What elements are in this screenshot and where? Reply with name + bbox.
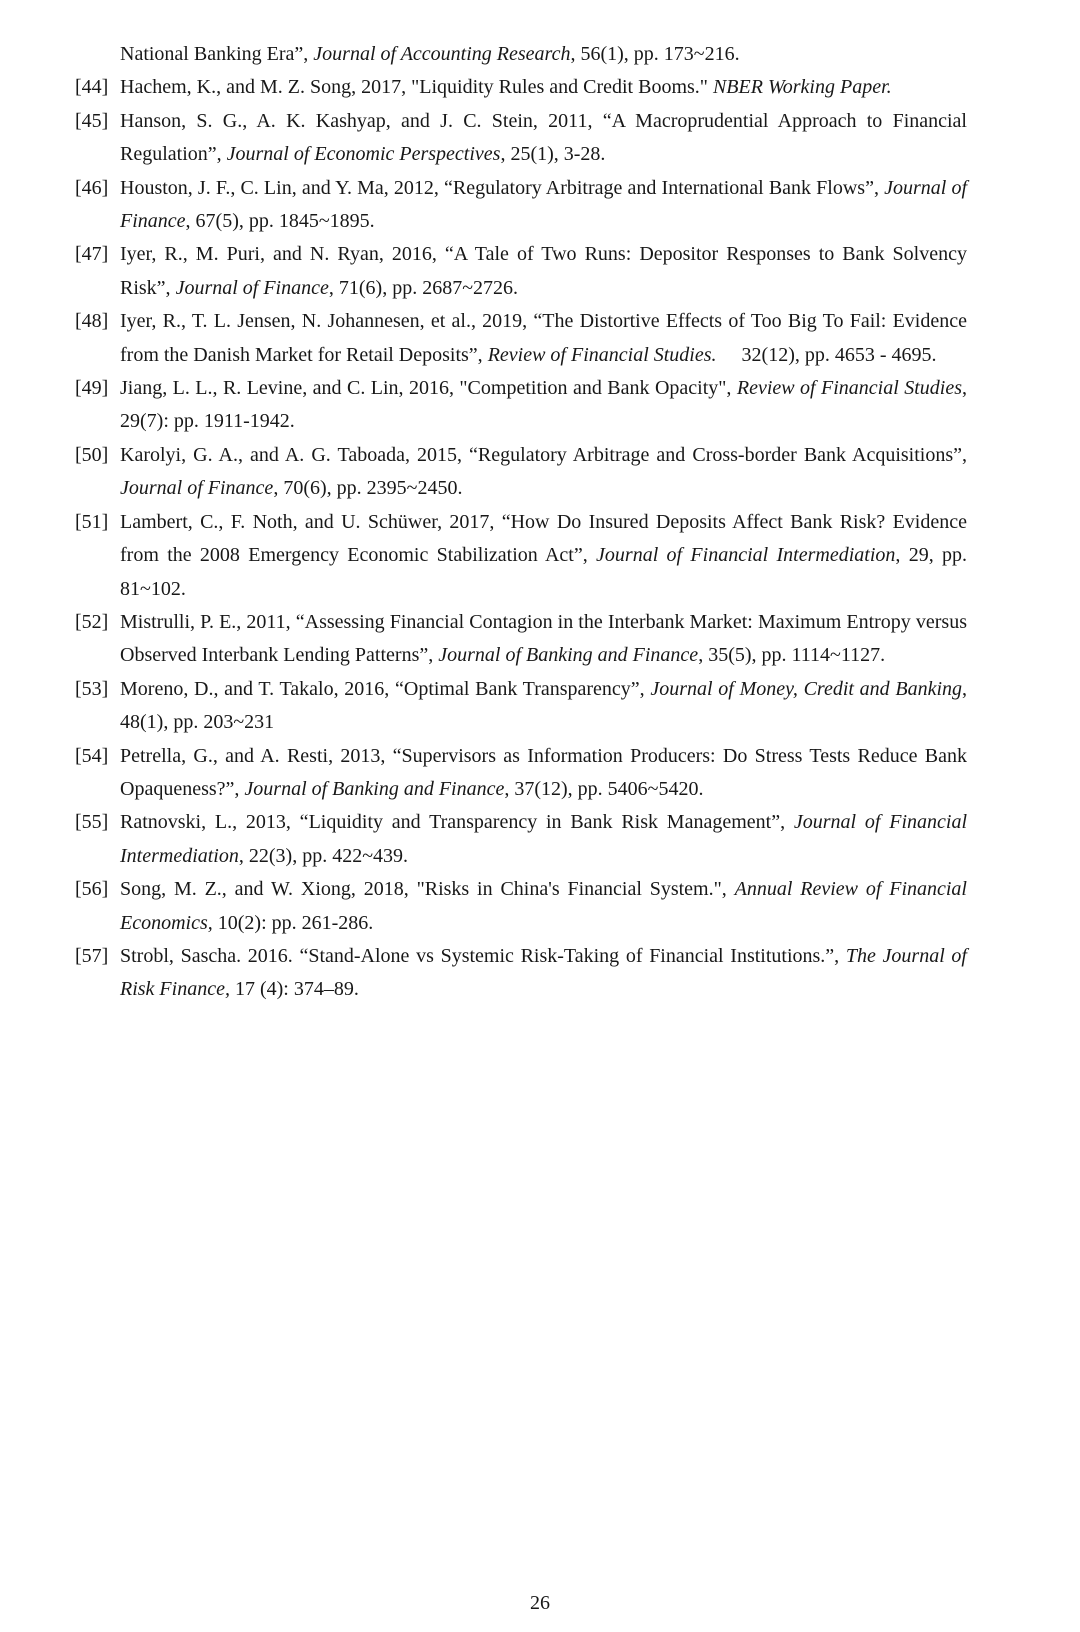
reference-label: [46] bbox=[75, 176, 109, 199]
reference-text: Moreno, D., and T. Takalo, 2016, “Optimal Bank Transparency”, bbox=[120, 677, 651, 700]
reference-text: Karolyi, G. A., and A. G. Taboada, 2015, “Regulatory Arbitrage and Cross-border Bank Acquisitions”, bbox=[120, 443, 967, 466]
reference-text: , 25(1), 3-28. bbox=[500, 143, 606, 166]
reference-text: Iyer, R., M. Puri, and N. Ryan, 2016, “A Tale of Two Runs: Depositor Responses to Bank Solvency Risk”, bbox=[120, 243, 967, 299]
reference-label: [57] bbox=[75, 944, 109, 967]
reference-text: Ratnovski, L., 2013, “Liquidity and Transparency in Bank Risk Management”, bbox=[120, 811, 794, 834]
reference-entry bbox=[75, 105, 967, 172]
reference-entry bbox=[75, 439, 967, 506]
reference-entry bbox=[75, 806, 967, 873]
reference-text: Hachem, K., and M. Z. Song, 2017, "Liquidity Rules and Credit Booms." bbox=[120, 76, 713, 99]
reference-label: [44] bbox=[75, 76, 109, 99]
journal-name: Journal of Finance bbox=[120, 176, 967, 233]
reference-text: , 22(3), pp. 422~439. bbox=[238, 844, 409, 867]
journal-name: Journal of Finance bbox=[175, 276, 329, 299]
reference-label: [50] bbox=[75, 443, 109, 466]
reference-entry bbox=[75, 673, 967, 740]
page-number: 26 bbox=[530, 1592, 550, 1614]
journal-name: Journal of Finance bbox=[120, 477, 274, 500]
reference-label: [47] bbox=[75, 243, 109, 266]
journal-name: Journal of Financial Intermediation bbox=[596, 544, 896, 567]
journal-name: Journal of Banking and Finance bbox=[438, 644, 699, 667]
journal-name: Journal of Financial Intermediation bbox=[120, 811, 967, 867]
reference-text: 17 (4): 374–89. bbox=[229, 978, 359, 1001]
reference-label: [48] bbox=[75, 310, 109, 333]
reference-text: Houston, J. F., C. Lin, and Y. Ma, 2012, “Regulatory Arbitrage and International Bank Flows”, bbox=[120, 176, 885, 199]
journal-name: Journal of Accounting Research bbox=[313, 43, 571, 65]
reference-entry bbox=[75, 172, 967, 239]
reference-entry bbox=[75, 506, 967, 606]
journal-name: Journal of Banking and Finance bbox=[244, 777, 505, 800]
reference-text: Strobl, Sascha. 2016. “Stand-Alone vs Systemic Risk-Taking of Financial Institutions.”, bbox=[120, 944, 846, 967]
reference-text: , 71(6), pp. 2687~2726. bbox=[328, 276, 519, 299]
reference-entry bbox=[75, 940, 967, 1007]
reference-text: Petrella, G., and A. Resti, 2013, “Supervisors as Information Producers: Do Stress Tests Reduce Bank Opaqueness?”, bbox=[120, 744, 967, 800]
reference-text: , 35(5), pp. 1114~1127. bbox=[698, 644, 886, 667]
reference-text: , 56(1), pp. 173~216. bbox=[570, 43, 740, 65]
reference-text: National Banking Era”, bbox=[120, 43, 314, 65]
reference-label: [49] bbox=[75, 377, 109, 400]
reference-label: [51] bbox=[75, 510, 109, 533]
references-list bbox=[75, 38, 967, 1007]
reference-text: 32(12), pp. 4653 - 4695. bbox=[716, 343, 937, 366]
reference-entry bbox=[75, 606, 967, 673]
reference-text: , 70(6), pp. 2395~2450. bbox=[273, 477, 463, 500]
reference-text: Jiang, L. L., R. Levine, and C. Lin, 2016, "Competition and Bank Opacity", bbox=[120, 377, 737, 400]
journal-name: The Journal of Risk Finance, bbox=[120, 944, 967, 1001]
journal-name: Annual Review of Financial Economics, bbox=[120, 878, 967, 934]
reference-text: Iyer, R., T. L. Jensen, N. Johannesen, et al., 2019, “The Distortive Effects of Too Big To Fail: Evidence from the Danish Market for Retail Deposits”, bbox=[120, 310, 967, 366]
reference-label: [56] bbox=[75, 878, 109, 901]
reference-label: [52] bbox=[75, 610, 109, 633]
reference-label: [45] bbox=[75, 109, 109, 132]
reference-text: , 29, pp. 81~102. bbox=[120, 544, 967, 600]
reference-text: , 29(7): pp. 1911-1942. bbox=[120, 377, 967, 433]
reference-entry bbox=[75, 71, 967, 104]
journal-name: Journal of Money, Credit and Banking bbox=[650, 677, 963, 700]
reference-label: [55] bbox=[75, 811, 109, 834]
journal-name: Review of Financial Studies. bbox=[487, 343, 717, 366]
journal-name: Review of Financial Studies bbox=[736, 377, 962, 400]
reference-entry bbox=[75, 238, 967, 305]
reference-continuation bbox=[75, 38, 967, 71]
reference-entry bbox=[75, 873, 967, 940]
journal-name: NBER Working Paper. bbox=[712, 76, 892, 99]
reference-text: , 37(12), pp. 5406~5420. bbox=[504, 777, 704, 800]
reference-entry bbox=[75, 372, 967, 439]
reference-label: [54] bbox=[75, 744, 109, 767]
reference-text: Mistrulli, P. E., 2011, “Assessing Financial Contagion in the Interbank Market: Maximum Entropy versus Observed Interbank Lending Patterns”, bbox=[120, 610, 967, 667]
reference-entry bbox=[75, 740, 967, 807]
reference-text: Lambert, C., F. Noth, and U. Schüwer, 2017, “How Do Insured Deposits Affect Bank Risk? Evidence from the 2008 Emergency Economic Stabilization Act”, bbox=[120, 510, 967, 567]
reference-text: , 67(5), pp. 1845~1895. bbox=[185, 210, 375, 233]
reference-label: [53] bbox=[75, 677, 109, 700]
reference-text: , 48(1), pp. 203~231 bbox=[120, 677, 968, 734]
reference-text: 10(2): pp. 261-286. bbox=[212, 911, 374, 934]
reference-entry bbox=[75, 305, 967, 372]
reference-text: Song, M. Z., and W. Xiong, 2018, "Risks in China's Financial System.", bbox=[120, 878, 735, 901]
journal-name: Journal of Economic Perspectives bbox=[226, 143, 501, 166]
reference-text: Hanson, S. G., A. K. Kashyap, and J. C. Stein, 2011, “A Macroprudential Approach to Financial Regulation”, bbox=[120, 109, 967, 166]
